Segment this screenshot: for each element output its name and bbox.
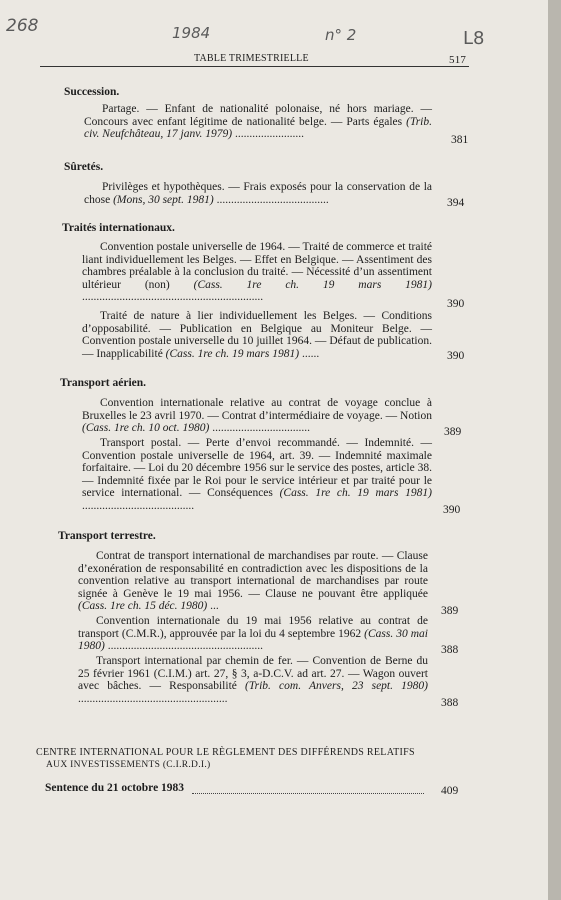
header-rule xyxy=(40,66,469,67)
handwritten-issue: n° 2 xyxy=(325,26,357,44)
page-edge xyxy=(548,0,561,900)
entry-page: 390 xyxy=(443,504,461,516)
index-entry: Convention internationale relative au contrat de voyage conclue à Bruxelles le 23 avril 1970. — Contrat d’intermédiaire de voyage. — Notion (Cass. 1re ch. 10 oct. 1980) .................................. xyxy=(82,397,432,435)
handwritten-number: 268 xyxy=(6,16,39,36)
sentence-label: Sentence du 21 octobre 1983 xyxy=(45,782,185,794)
sentence-leader xyxy=(192,784,424,794)
sentence-page: 409 xyxy=(441,785,459,797)
index-entry: Convention internationale du 19 mai 1956 relative au contrat de transport (C.M.R.), approuvée par la loi du 4 septembre 1962 (Cass. 30 mai 1980) ...................................................... xyxy=(78,615,428,653)
index-entry: Privilèges et hypothèques. — Frais exposés pour la conservation de la chose (Mons, 30 sept. 1981) ....................................... xyxy=(84,181,432,206)
section-heading: Succession. xyxy=(64,86,120,98)
index-entry: Contrat de transport international de marchandises par route. — Clause d’exonération de responsabilité en contradiction avec les dispositions de la convention relative au transport international de marchandises par route signée à Genève le 19 mai 1956. — Clause ne pouvant être appliquée (Cass. 1re ch. 15 déc. 1980) ... xyxy=(78,550,428,613)
centre-heading xyxy=(36,746,446,772)
index-entry: Convention postale universelle de 1964. — Traité de commerce et traité liant individuellement les Belges. — Effet en Belgique. — Assentiment des chambres préalable à la conclusion du traité. — Nécessité d’un assentiment ultérieur (non) (Cass. 1re ch. 19 mars 1981) ............................................................... xyxy=(82,241,432,304)
entry-page: 390 xyxy=(447,298,465,310)
entry-page: 389 xyxy=(441,605,459,617)
index-entry: Partage. — Enfant de nationalité polonaise, né hors mariage. — Concours avec enfant légitime de nationalité belge. — Parts égales (Trib. civ. Neufchâteau, 17 janv. 1979) ........................ xyxy=(84,103,432,141)
section-heading: Transport terrestre. xyxy=(58,530,156,542)
index-entry: Transport postal. — Perte d’envoi recommandé. — Indemnité. — Convention postale universelle de 1964, art. 39. — Indemnité maximale forfaitaire. — Loi du 20 décembre 1956 sur le service des postes, article 38. — Indemnité fixée par le Roi pour le service intérieur et par traité pour le service international. — Conséquences (Cass. 1re ch. 19 mars 1981) ....................................... xyxy=(82,437,432,512)
running-title: TABLE TRIMESTRIELLE xyxy=(194,53,309,64)
handwritten-year: 1984 xyxy=(172,24,211,42)
centre-line-2: AUX INVESTISSEMENTS (C.I.R.D.I.) xyxy=(46,760,211,770)
section-heading: Transport aérien. xyxy=(60,377,147,389)
index-entry: Transport international par chemin de fer. — Convention de Berne du 25 février 1961 (C.I.M.) art. 27, § 3, a-D.C.V. ad art. 27. — Wagon ouvert avec bâches. — Responsabilité (Trib. com. Anvers, 23 sept. 1980) .................................................... xyxy=(78,655,428,705)
handwritten-mark: L8 xyxy=(463,28,485,49)
section-heading: Sûretés. xyxy=(64,161,104,173)
entry-page: 388 xyxy=(441,644,459,656)
entry-page: 388 xyxy=(441,697,459,709)
entry-page: 389 xyxy=(444,426,462,438)
index-entry: Traité de nature à lier individuellement les Belges. — Conditions d’opposabilité. — Publication en Belgique au Moniteur Belge. — Convention postale universelle du 10 juillet 1964. — Défaut de publication. — Inapplicabilité (Cass. 1re ch. 19 mars 1981) ...... xyxy=(82,310,432,360)
page-number: 517 xyxy=(449,54,467,66)
centre-line-1: CENTRE INTERNATIONAL POUR LE RÈGLEMENT DES DIFFÉRENDS RELATIFS xyxy=(36,747,415,758)
entry-page: 381 xyxy=(451,134,469,146)
entry-page: 394 xyxy=(447,197,465,209)
entry-page: 390 xyxy=(447,350,465,362)
section-heading: Traités internationaux. xyxy=(62,222,175,234)
